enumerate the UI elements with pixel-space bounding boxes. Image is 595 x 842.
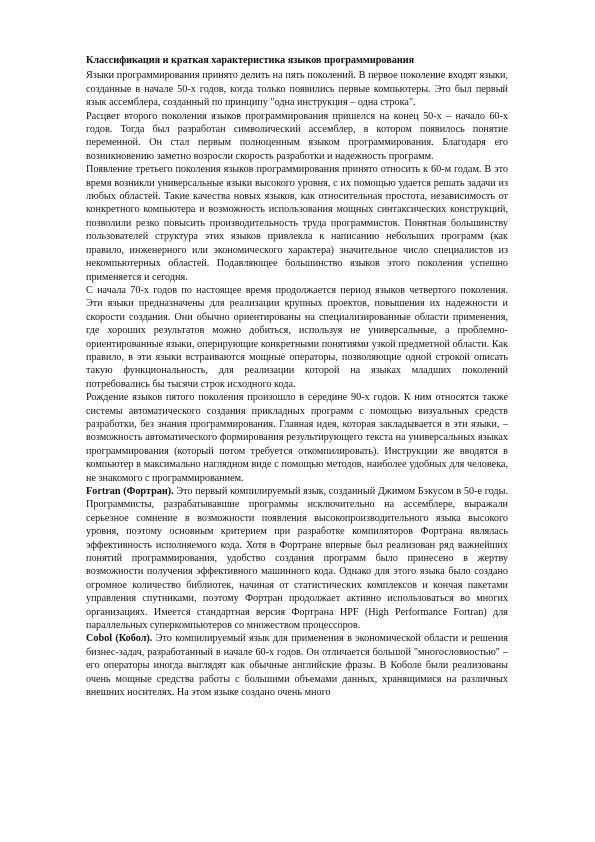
paragraph-text: Появление третьего поколения языков программирования принято относить к 60-м годам. В это время возникли универсальные языки высокого уровня, с их помощью удается решать задачи из любых областей. Такие качества новых языков, как относительная простота, независимость от конкретного компьютера и возможность использования мощных синтаксических конструкций, позволили резко повысить производительность труда программистов. Понятная большинству пользователей структура этих языков привлекла к написанию небольших программ (как правило, инженерного или экономического характера) значительное число специалистов из некомпьютерных областей. Подавляющее большинство языков этого поколения успешно применяется и сегодня. (86, 164, 508, 283)
paragraph-cobol (86, 632, 508, 699)
paragraph-text: Расцвет второго поколения языков программирования пришелся на конец 50-х – начало 60-х годов. Тогда был разработан символический ассемблер, в котором появилось понятие переменной. Он стал первым полноценным языком программирования. Благодаря его возникновению заметно возросли скорость разработки и надежность программ. (86, 110, 508, 162)
document-page (86, 54, 508, 700)
paragraph-generations-intro (86, 69, 508, 109)
paragraph-fourth-generation (86, 284, 508, 391)
term-fortran: Fortran (Фортран). (86, 486, 174, 497)
paragraph-fortran (86, 485, 508, 632)
paragraph-text: Рождение языков пятого поколения произошло в середине 90-х годов. К ним относятся также системы автоматического создания прикладных программ с помощью визуальных средств разработки, без знания программирования. Главная идея, которая закладывается в эти языки, – возможность автоматического формирования результирующего текста на универсальных языках программирования (который потом требуется откомпилировать). Инструкции же вводятся в компьютер в максимально наглядном виде с помощью методов, наиболее удобных для человека, не знакомого с программированием. (86, 392, 508, 484)
term-cobol: Cobol (Кобол). (86, 633, 153, 645)
paragraph-fifth-generation (86, 391, 508, 485)
paragraph-text: Это первый компилируемый язык, созданный Джимом Бэкусом в 50-е годы. Программисты, разрабатывавшие программы исключительно на ассемблере, выражали серьезное сомнение в возможности появления высокопроизводительного языка высокого уровня, поэтому основным критерием при разработке компиляторов Фортрана являлась эффективность исполняемого кода. Хотя в Фортране впервые был реализован ряд важнейших понятий программирования, удобство создания программ было принесено в жертву возможности получения эффективного машинного кода. Однако для этого языка было создано огромное количество библиотек, начиная от статистических комплексов и кончая пакетами управления спутниками, поэтому Фортран продолжает активно использоваться во многих организациях. Имеется стандартная версия Фортрана HPF (High Performance Fortran) для параллельных суперкомпьютеров со множеством процессоров. (86, 486, 508, 632)
paragraph-third-generation (86, 163, 508, 284)
document-title: Классификация и краткая характеристика языков программирования (86, 55, 415, 66)
paragraph-text: Это компилируемый язык для применения в экономической области и решения бизнес-задач, разработанный в начале 60-х годов. Он отличается большой "многословностью" – его операторы иногда выглядят как обычные английские фразы. В Коболе были реализованы очень мощные средства работы с большими объемами данных, хранящимися на различных внешних носителях. На этом языке создано очень много (86, 633, 508, 699)
paragraph-text: С начала 70-х годов по настоящее время продолжается период языков четвертого поколения. Эти языки предназначены для реализации крупных проектов, повышения их надежности и скорости создания. Они обычно ориентированы на специализированные области применения, где хороших результатов можно добиться, используя не универсальные, а проблемно-ориентированные языки, оперирующие конкретными понятиями узкой предметной области. Как правило, в эти языки встраиваются мощные операторы, позволяющие одной строкой описать такую функциональность, для реализации которой на языках младших поколений потребовались бы тысячи строк исходного кода. (86, 284, 508, 390)
paragraph-second-generation (86, 110, 508, 164)
paragraph-text: Языки программирования принято делить на пять поколений. В первое поколение входят языки, созданные в начале 50-х годов, когда только появились первые компьютеры. Это был первый язык ассемблера, созданный по принципу "одна инструкция – одна строка". (86, 70, 508, 109)
